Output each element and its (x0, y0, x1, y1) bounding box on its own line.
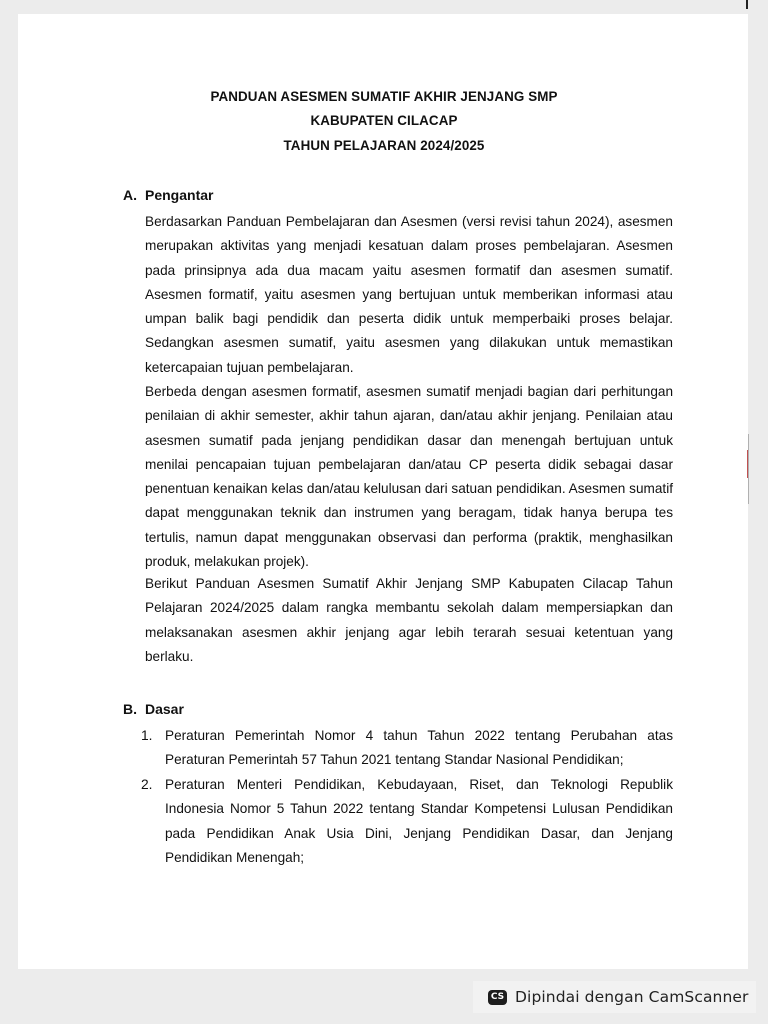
section-a-heading (123, 187, 213, 203)
camscanner-watermark-text: Dipindai dengan CamScanner (515, 988, 749, 1006)
section-a-paragraph-3: Berikut Panduan Asesmen Sumatif Akhir Jenjang SMP Kabupaten Cilacap Tahun Pelajaran 2024/2025 dalam rangka membantu sekolah dalam mempersiapkan dan melaksanakan asesmen akhir jenjang agar lebih terarah sesuai ketentuan yang berlaku. (145, 576, 673, 664)
camscanner-logo-icon: CS (488, 990, 507, 1005)
section-a-title: Pengantar (145, 187, 214, 203)
document-title-line-1: PANDUAN ASESMEN SUMATIF AKHIR JENJANG SMP (210, 89, 558, 104)
section-b-title: Dasar (145, 701, 184, 717)
list-item-text: Peraturan Menteri Pendidikan, Kebudayaan, Riset, dan Teknologi Republik Indonesia Nomor 5 Tahun 2022 tentang Standar Kompetensi Lulusan Pendidikan pada Pendidikan Anak Usia Dini, Jenjang Pendidikan Dasar, dan Jenjang Pendidikan Menengah; (165, 777, 673, 865)
document-title-line-2: KABUPATEN CILACAP (310, 113, 458, 128)
camscanner-watermark (473, 981, 756, 1013)
document-title-line-3: TAHUN PELAJARAN 2024/2025 (283, 138, 485, 153)
section-a-paragraph-1: Berdasarkan Panduan Pembelajaran dan Asesmen (versi revisi tahun 2024), asesmen merupakan aktivitas yang menjadi kesatuan dalam proses pembelajaran. Asesmen pada prinsipnya ada dua macam yaitu asesmen formatif dan asesmen sumatif. Asesmen formatif, yaitu asesmen yang bertujuan untuk memberikan informasi atau umpan balik bagi pendidik dan peserta didik untuk memperbaiki proses belajar. Sedangkan asesmen sumatif, yaitu asesmen yang dilakukan untuk memastikan ketercapaian tujuan pembelajaran. (145, 214, 673, 375)
section-a-paragraph-2: Berbeda dengan asesmen formatif, asesmen sumatif menjadi bagian dari perhitungan penilaian di akhir semester, akhir tahun ajaran, dan/atau akhir jenjang. Penilaian atau asesmen sumatif pada jenjang pendidikan dasar dan menengah bertujuan untuk menilai pencapaian tujuan pembelajaran dan/atau CP peserta didik sebagai dasar penentuan kenaikan kelas dan/atau kelulusan dari satuan pendidikan. Asesmen sumatif dapat menggunakan teknik dan instrumen yang beragam, tidak hanya berupa tes tertulis, namun dapat menggunakan observasi dan performa (praktik, menghasilkan produk, melakukan projek). (145, 384, 673, 570)
scan-side-mark-red (747, 450, 748, 478)
section-b-letter: B. (123, 701, 137, 717)
scan-edge-mark (746, 0, 748, 9)
list-item-text: Peraturan Pemerintah Nomor 4 tahun Tahun 2022 tentang Perubahan atas Peraturan Pemerintah 57 Tahun 2021 tentang Standar Nasional Pendidikan; (165, 728, 673, 768)
list-item-number: 1. (141, 728, 153, 743)
section-a-letter: A. (123, 187, 137, 203)
list-item-number: 2. (141, 777, 153, 792)
scan-side-mark (748, 434, 749, 504)
section-b-heading (123, 701, 184, 717)
